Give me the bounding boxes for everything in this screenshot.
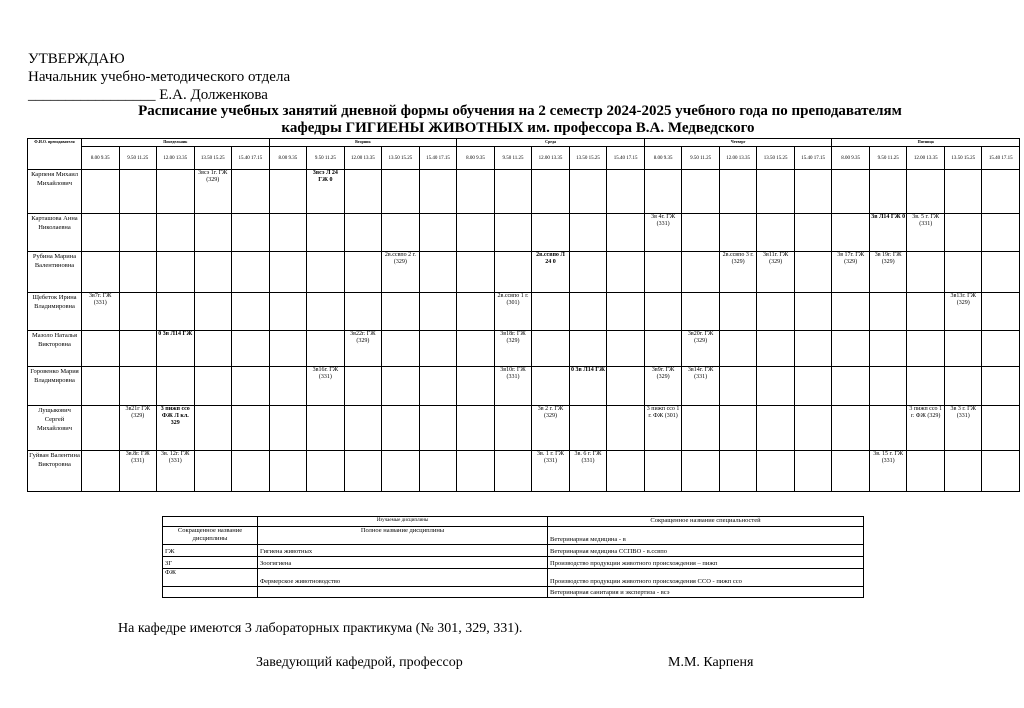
teacher-row — [28, 406, 1020, 451]
legend-col-full: Полное название дисциплины — [258, 527, 548, 545]
lesson-cell: 0 3в Л14 ГЖ — [569, 367, 607, 406]
lesson-cell — [382, 170, 420, 214]
lesson-cell — [419, 367, 457, 406]
lesson-cell — [269, 293, 307, 331]
time-slot-header: 9.50 11.25 — [119, 147, 157, 170]
lesson-cell: 3в16г. ГЖ (331) — [307, 367, 345, 406]
time-slot-header: 13.50 15.25 — [194, 147, 232, 170]
lesson-cell: 3в. 1 г. ГЖ (331) — [532, 451, 570, 492]
times-header-row — [28, 147, 1020, 170]
lesson-cell — [794, 331, 832, 367]
lesson-cell — [794, 451, 832, 492]
lesson-cell — [382, 451, 420, 492]
lesson-cell — [869, 406, 907, 451]
lesson-cell — [119, 252, 157, 293]
schedule-table — [27, 138, 1020, 492]
lesson-cell — [457, 406, 495, 451]
lesson-cell — [269, 252, 307, 293]
lesson-cell: 2в.ссвпо 3 г. (329) — [719, 252, 757, 293]
day-header: Пятница — [832, 139, 1020, 147]
teacher-row — [28, 170, 1020, 214]
lesson-cell — [869, 293, 907, 331]
legend-header-disciplines: Изучаемые дисциплины — [258, 517, 548, 527]
legend-row — [163, 527, 864, 545]
lesson-cell — [719, 214, 757, 252]
lesson-cell: 3в.8г. ГЖ (331) — [119, 451, 157, 492]
legend-table — [162, 516, 864, 598]
lesson-cell — [232, 406, 270, 451]
lesson-cell — [382, 406, 420, 451]
lesson-cell — [419, 451, 457, 492]
lesson-cell — [794, 214, 832, 252]
teacher-name: Щебеток Ирина Владимировна — [28, 293, 82, 331]
lesson-cell: 2в.ссвпо 2 г. (329) — [382, 252, 420, 293]
teacher-name: Лущыкович Сергей Михайлович — [28, 406, 82, 451]
lesson-cell — [494, 252, 532, 293]
lesson-cell — [157, 252, 195, 293]
teacher-row — [28, 214, 1020, 252]
lesson-cell — [682, 406, 720, 451]
lesson-cell — [307, 252, 345, 293]
lesson-cell — [532, 367, 570, 406]
lesson-cell — [982, 293, 1020, 331]
lesson-cell — [944, 214, 982, 252]
lesson-cell — [194, 293, 232, 331]
lesson-cell — [757, 170, 795, 214]
lesson-cell — [82, 406, 120, 451]
lesson-cell: 3в13г. ГЖ (329) — [944, 293, 982, 331]
lesson-cell — [457, 367, 495, 406]
lesson-cell: 3 пижп ссо 1 г. ФЖ (329) — [907, 406, 945, 451]
time-slot-header: 12.00 13.35 — [532, 147, 570, 170]
lesson-cell — [607, 293, 645, 331]
lesson-cell — [419, 331, 457, 367]
lesson-cell — [982, 331, 1020, 367]
time-slot-header: 8.00 9.35 — [832, 147, 870, 170]
lesson-cell — [382, 214, 420, 252]
teacher-name: Горовенко Мария Владимировна — [28, 367, 82, 406]
lesson-cell: 3в 2 г. ГЖ (329) — [532, 406, 570, 451]
lesson-cell — [569, 214, 607, 252]
lesson-cell — [757, 367, 795, 406]
lesson-cell — [569, 331, 607, 367]
lesson-cell — [344, 252, 382, 293]
legend-spec-item: Ветеринарная медицина - в — [548, 527, 864, 545]
lesson-cell — [757, 406, 795, 451]
lesson-cell — [419, 406, 457, 451]
day-header: Вторник — [269, 139, 457, 147]
lesson-cell: 3в10г. ГЖ (331) — [494, 367, 532, 406]
time-slot-header: 12.00 13.35 — [344, 147, 382, 170]
lesson-cell: 2в.ссвпо Л 24 0 — [532, 252, 570, 293]
teacher-name: Карташова Анна Николаевна — [28, 214, 82, 252]
lesson-cell — [157, 214, 195, 252]
lesson-cell — [82, 331, 120, 367]
lesson-cell — [232, 252, 270, 293]
lesson-cell — [644, 252, 682, 293]
lesson-cell — [232, 170, 270, 214]
lesson-cell — [757, 214, 795, 252]
lesson-cell — [607, 214, 645, 252]
legend-row — [163, 587, 864, 598]
time-slot-header: 13.50 15.25 — [569, 147, 607, 170]
lesson-cell — [569, 170, 607, 214]
legend-row — [163, 545, 864, 557]
lesson-cell — [82, 451, 120, 492]
lesson-cell — [457, 331, 495, 367]
lesson-cell — [119, 170, 157, 214]
lesson-cell — [944, 252, 982, 293]
time-slot-header: 15.40 17.15 — [794, 147, 832, 170]
time-slot-header: 9.50 11.25 — [494, 147, 532, 170]
lesson-cell: 3в21г ГЖ (329) — [119, 406, 157, 451]
lesson-cell — [307, 293, 345, 331]
lesson-cell — [757, 293, 795, 331]
lesson-cell — [869, 331, 907, 367]
lesson-cell — [832, 367, 870, 406]
lesson-cell — [719, 406, 757, 451]
lesson-cell — [644, 293, 682, 331]
time-slot-header: 13.50 15.25 — [757, 147, 795, 170]
lesson-cell — [644, 170, 682, 214]
head-name: М.М. Карпеня — [668, 655, 754, 670]
lesson-cell — [269, 331, 307, 367]
lesson-cell: 3в 4г. ГЖ (331) — [644, 214, 682, 252]
time-slot-header: 8.00 9.35 — [457, 147, 495, 170]
legend-header-specialties: Сокращенное название специальностей — [548, 517, 864, 527]
legend-full — [258, 587, 548, 598]
fio-header: Ф.И.О. преподавателя — [28, 139, 82, 170]
lesson-cell — [344, 367, 382, 406]
time-slot-header: 12.00 13.35 — [719, 147, 757, 170]
lesson-cell: 3в. 12г. ГЖ (331) — [157, 451, 195, 492]
days-header-row — [28, 139, 1020, 147]
teacher-name: Гуйван Валентина Викторовна — [28, 451, 82, 492]
lesson-cell — [119, 331, 157, 367]
lesson-cell: 3в Л14 ГЖ 0 — [869, 214, 907, 252]
lesson-cell: 0 3в Л14 ГЖ — [157, 331, 195, 367]
lesson-cell — [794, 293, 832, 331]
lesson-cell — [194, 406, 232, 451]
lesson-cell — [832, 214, 870, 252]
lesson-cell — [307, 331, 345, 367]
time-slot-header: 8.00 9.35 — [269, 147, 307, 170]
lesson-cell — [569, 293, 607, 331]
lesson-cell — [907, 252, 945, 293]
teacher-name: Рубина Марина Валентиновна — [28, 252, 82, 293]
lesson-cell — [794, 252, 832, 293]
lesson-cell — [907, 451, 945, 492]
lesson-cell — [869, 367, 907, 406]
lesson-cell — [982, 170, 1020, 214]
lesson-cell: 3в7г. ГЖ (331) — [82, 293, 120, 331]
lesson-cell: 3 пижп ссо 1 г. ФЖ (301) — [644, 406, 682, 451]
legend-spec-item: Ветеринарная санитария и экспертиза - всэ — [548, 587, 864, 598]
time-slot-header: 15.40 17.15 — [232, 147, 270, 170]
lesson-cell — [832, 170, 870, 214]
lesson-cell — [832, 406, 870, 451]
legend-spec-item: Производство продукции животного происхождения ССО - пижп ссо — [548, 569, 864, 587]
lesson-cell — [982, 367, 1020, 406]
lesson-cell — [494, 214, 532, 252]
lesson-cell — [419, 252, 457, 293]
lesson-cell — [644, 451, 682, 492]
lesson-cell — [157, 367, 195, 406]
lesson-cell — [907, 331, 945, 367]
lesson-cell — [944, 331, 982, 367]
lesson-cell — [344, 293, 382, 331]
time-slot-header: 12.00 13.35 — [157, 147, 195, 170]
lesson-cell — [457, 293, 495, 331]
teacher-name: Карпеня Михаил Михайлович — [28, 170, 82, 214]
time-slot-header: 12.00 13.35 — [907, 147, 945, 170]
lesson-cell — [269, 367, 307, 406]
legend-short: ФЖ — [163, 569, 258, 587]
lesson-cell — [232, 214, 270, 252]
lesson-cell — [982, 214, 1020, 252]
lesson-cell — [232, 451, 270, 492]
lesson-cell: 3в 3 г. ГЖ (331) — [944, 406, 982, 451]
approve-signature: _________________ Е.А. Долженкова — [28, 87, 268, 103]
lesson-cell — [719, 367, 757, 406]
time-slot-header: 15.40 17.15 — [982, 147, 1020, 170]
lesson-cell — [794, 170, 832, 214]
legend-col-short: Сокращенное название дисциплины — [163, 527, 258, 545]
lesson-cell — [982, 406, 1020, 451]
lesson-cell — [194, 331, 232, 367]
lesson-cell — [494, 406, 532, 451]
lesson-cell: 3в. 15 г. ГЖ (331) — [869, 451, 907, 492]
lesson-cell — [832, 331, 870, 367]
lesson-cell — [419, 293, 457, 331]
lesson-cell — [269, 406, 307, 451]
legend-short: ЗГ — [163, 557, 258, 569]
lesson-cell — [682, 170, 720, 214]
lesson-cell: 3 пижп ссо ФЖ Л кл. 329 — [157, 406, 195, 451]
lesson-cell — [194, 252, 232, 293]
lesson-cell — [757, 331, 795, 367]
teacher-name: Мазоло Наталья Викторовна — [28, 331, 82, 367]
lesson-cell — [157, 293, 195, 331]
lesson-cell — [307, 451, 345, 492]
lesson-cell — [82, 367, 120, 406]
legend-full: Гигиена животных — [258, 545, 548, 557]
lesson-cell — [344, 170, 382, 214]
lesson-cell — [719, 451, 757, 492]
teacher-row — [28, 252, 1020, 293]
legend-row — [163, 557, 864, 569]
lesson-cell — [494, 170, 532, 214]
lesson-cell — [119, 214, 157, 252]
legend-spec-item: Ветеринарная медицина ССПВО - в.ссвпо — [548, 545, 864, 557]
teacher-row — [28, 331, 1020, 367]
lesson-cell — [682, 214, 720, 252]
legend-full: Фермерское животноводство — [258, 569, 548, 587]
lesson-cell — [82, 252, 120, 293]
lesson-cell — [194, 451, 232, 492]
lesson-cell — [382, 293, 420, 331]
lesson-cell — [82, 214, 120, 252]
lesson-cell — [607, 451, 645, 492]
lesson-cell — [307, 214, 345, 252]
lesson-cell — [982, 451, 1020, 492]
lesson-cell — [119, 293, 157, 331]
time-slot-header: 9.50 11.25 — [682, 147, 720, 170]
lesson-cell — [532, 331, 570, 367]
lesson-cell — [944, 367, 982, 406]
approve-position: Начальник учебно-методического отдела — [28, 69, 291, 85]
lesson-cell — [344, 214, 382, 252]
lesson-cell — [269, 214, 307, 252]
lesson-cell: 3в. 6 г. ГЖ (331) — [569, 451, 607, 492]
lesson-cell — [232, 367, 270, 406]
teacher-row — [28, 293, 1020, 331]
lesson-cell — [607, 331, 645, 367]
lesson-cell — [682, 293, 720, 331]
lesson-cell: 3всэ 1г. ГЖ (329) — [194, 170, 232, 214]
time-slot-header: 13.50 15.25 — [944, 147, 982, 170]
lesson-cell — [419, 170, 457, 214]
lesson-cell — [607, 170, 645, 214]
time-slot-header: 9.50 11.25 — [869, 147, 907, 170]
lesson-cell: 3в22г. ГЖ (329) — [344, 331, 382, 367]
lesson-cell — [494, 451, 532, 492]
time-slot-header: 8.00 9.35 — [644, 147, 682, 170]
approval-block — [28, 50, 290, 104]
lesson-cell — [232, 331, 270, 367]
legend-empty — [163, 517, 258, 527]
lesson-cell — [869, 170, 907, 214]
lesson-cell: 3в11г. ГЖ (329) — [757, 252, 795, 293]
lesson-cell — [907, 367, 945, 406]
lesson-cell — [682, 252, 720, 293]
time-slot-header: 8.00 9.35 — [82, 147, 120, 170]
lesson-cell — [382, 367, 420, 406]
lesson-cell — [344, 406, 382, 451]
lesson-cell — [194, 214, 232, 252]
lesson-cell — [419, 214, 457, 252]
legend-full: Зоогигиена — [258, 557, 548, 569]
time-slot-header: 15.40 17.15 — [419, 147, 457, 170]
lesson-cell: 3в. 5 г. ГЖ (331) — [907, 214, 945, 252]
approve-title: УТВЕРЖДАЮ — [28, 51, 125, 67]
time-slot-header: 13.50 15.25 — [382, 147, 420, 170]
legend-short — [163, 587, 258, 598]
lesson-cell — [832, 293, 870, 331]
legend-spec-item: Производство продукции животного происхождения – пижп — [548, 557, 864, 569]
lesson-cell: 2в.ссвпо 1 г. (301) — [494, 293, 532, 331]
lesson-cell: 3в18г. ГЖ (329) — [494, 331, 532, 367]
lesson-cell — [532, 170, 570, 214]
lesson-cell — [982, 252, 1020, 293]
lesson-cell — [907, 170, 945, 214]
lesson-cell — [794, 406, 832, 451]
lesson-cell: 3в20г. ГЖ (329) — [682, 331, 720, 367]
labs-note: На кафедре имеются 3 лабораторных практикума (№ 301, 329, 331). — [118, 621, 523, 636]
lesson-cell — [569, 406, 607, 451]
teacher-row — [28, 451, 1020, 492]
lesson-cell — [944, 451, 982, 492]
lesson-cell — [607, 406, 645, 451]
day-header: Среда — [457, 139, 645, 147]
lesson-cell — [719, 331, 757, 367]
lesson-cell — [269, 170, 307, 214]
lesson-cell: 3в9г. ГЖ (329) — [644, 367, 682, 406]
lesson-cell — [532, 293, 570, 331]
lesson-cell — [907, 293, 945, 331]
lesson-cell — [157, 170, 195, 214]
lesson-cell — [307, 406, 345, 451]
lesson-cell — [382, 331, 420, 367]
lesson-cell — [269, 451, 307, 492]
teacher-row — [28, 367, 1020, 406]
lesson-cell — [794, 367, 832, 406]
legend-row — [163, 517, 864, 527]
day-header: Понедельник — [82, 139, 270, 147]
time-slot-header: 15.40 17.15 — [607, 147, 645, 170]
lesson-cell: 3в 17г. ГЖ (329) — [832, 252, 870, 293]
lesson-cell: 3всэ Л 24 ГЖ 0 — [307, 170, 345, 214]
lesson-cell — [119, 367, 157, 406]
lesson-cell — [682, 451, 720, 492]
lesson-cell — [82, 170, 120, 214]
time-slot-header: 9.50 11.25 — [307, 147, 345, 170]
document-title: Расписание учебных занятий дневной формы обучения на 2 семестр 2024-2025 учебного года по преподавателям — [138, 103, 902, 119]
head-position: Заведующий кафедрой, профессор — [256, 655, 463, 670]
lesson-cell — [719, 293, 757, 331]
lesson-cell: 3в14г. ГЖ (331) — [682, 367, 720, 406]
lesson-cell — [607, 252, 645, 293]
lesson-cell — [344, 451, 382, 492]
lesson-cell — [569, 252, 607, 293]
day-header: Четверг — [644, 139, 832, 147]
lesson-cell — [457, 451, 495, 492]
lesson-cell — [232, 293, 270, 331]
lesson-cell — [644, 331, 682, 367]
lesson-cell — [944, 170, 982, 214]
lesson-cell — [457, 252, 495, 293]
legend-short: ГЖ — [163, 545, 258, 557]
lesson-cell — [832, 451, 870, 492]
lesson-cell — [532, 214, 570, 252]
lesson-cell — [194, 367, 232, 406]
lesson-cell — [457, 170, 495, 214]
document-subtitle: кафедры ГИГИЕНЫ ЖИВОТНЫХ им. профессора В.А. Медведского — [281, 120, 755, 136]
legend-row — [163, 569, 864, 587]
lesson-cell — [757, 451, 795, 492]
lesson-cell — [719, 170, 757, 214]
lesson-cell — [457, 214, 495, 252]
lesson-cell: 3в 19г. ГЖ (329) — [869, 252, 907, 293]
lesson-cell — [607, 367, 645, 406]
